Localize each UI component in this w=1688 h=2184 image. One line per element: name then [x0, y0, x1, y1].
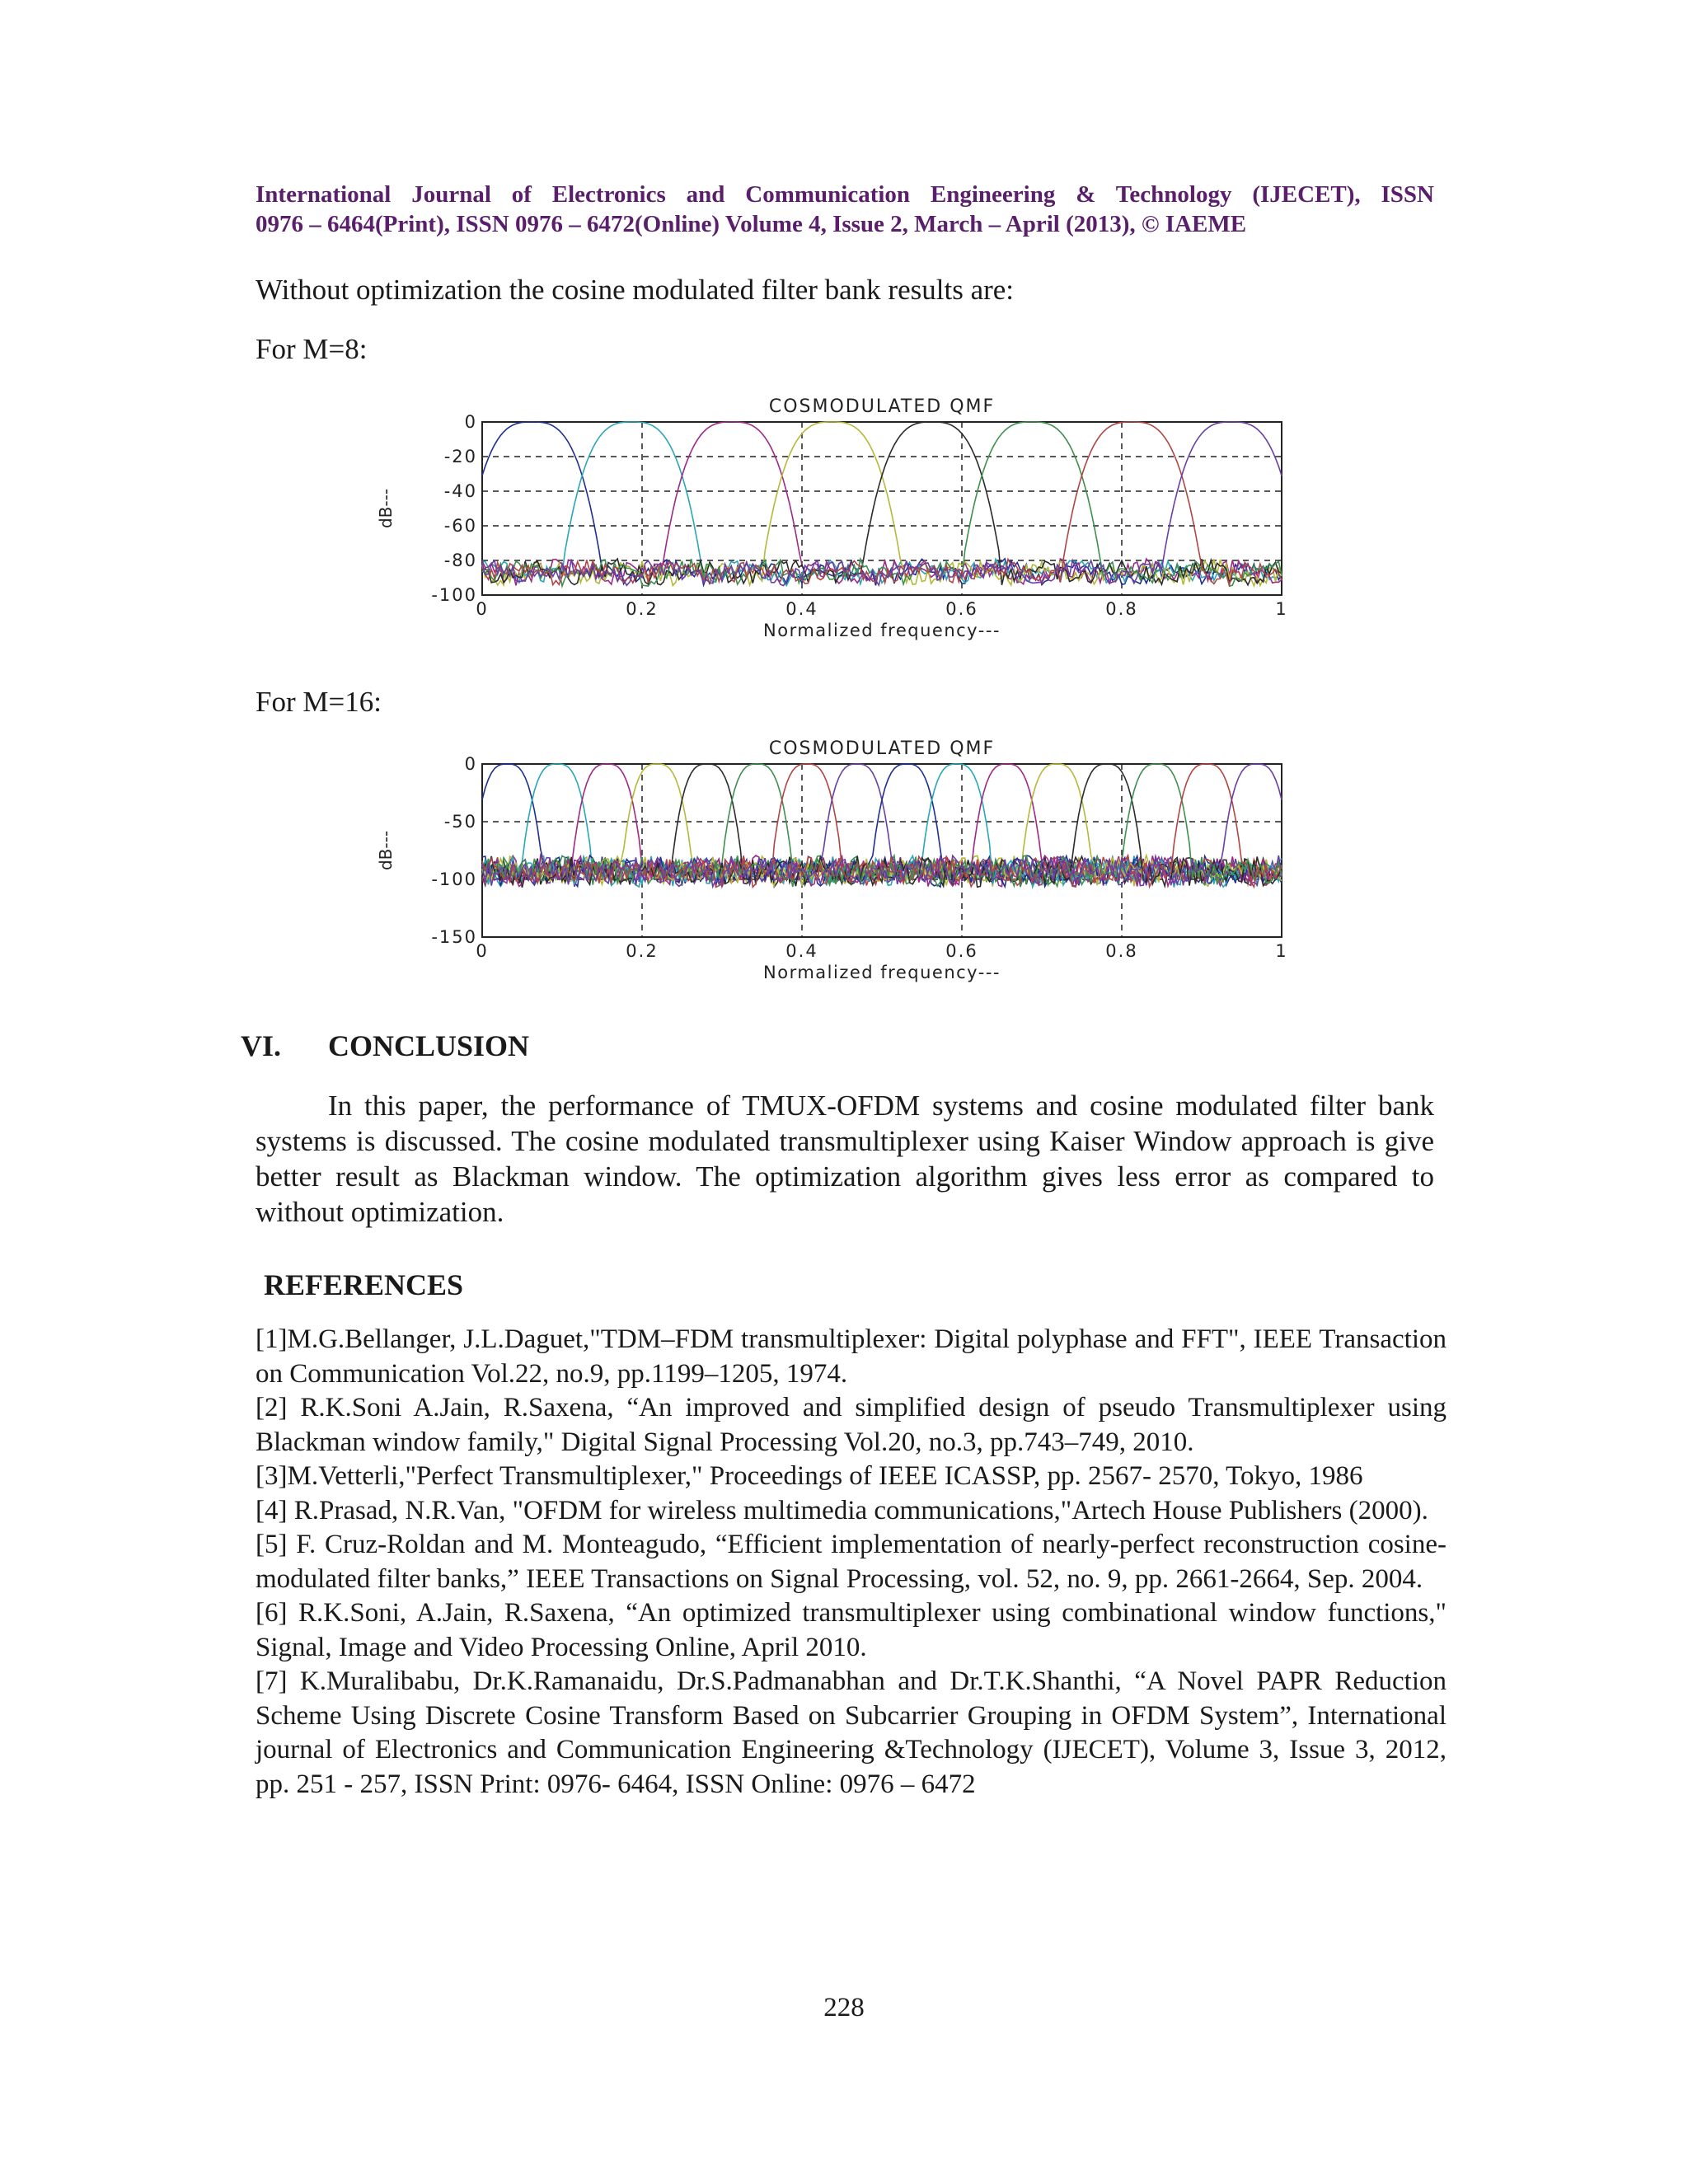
journal-header-line-2: 0976 – 6464(Print), ISSN 0976 – 6472(Online) Volume 4, Issue 2, March – April (2013), © IAEME [256, 211, 1247, 237]
x-axis-label: Normalized frequency--- [763, 963, 1001, 982]
y-tick-label: -20 [443, 447, 477, 466]
x-tick-label: 1 [1275, 599, 1288, 619]
references-list [256, 1323, 1447, 1802]
section-number: VI. [241, 1029, 282, 1062]
section-title: CONCLUSION [328, 1029, 530, 1062]
x-tick-label: 0.2 [626, 941, 659, 961]
x-tick-label: 0 [476, 599, 489, 619]
x-tick-label: 1 [1275, 941, 1288, 961]
chart-title: COSMODULATED QMF [768, 396, 996, 417]
x-tick-label: 0 [476, 941, 489, 961]
plot-frame [482, 764, 1282, 937]
y-tick-label: 0 [464, 412, 477, 432]
conclusion-heading [241, 1029, 529, 1063]
references-heading: REFERENCES [264, 1268, 464, 1301]
chart-m16-svg [363, 729, 1311, 1001]
y-tick-label: -100 [431, 585, 477, 605]
x-tick-label: 0.6 [945, 941, 978, 961]
reference-item: [6] R.K.Soni, A.Jain, R.Saxena, “An optimized transmultiplexer using combinational window functions," Signal, Image and Video Processing Online, April 2010. [256, 1598, 1447, 1662]
reference-item: [3]M.Vetterli,"Perfect Transmultiplexer," Proceedings of IEEE ICASSP, pp. 2567- 2570, Tokyo, 1986 [256, 1461, 1363, 1491]
x-axis-label: Normalized frequency--- [763, 621, 1001, 640]
x-tick-label: 0.4 [785, 599, 818, 619]
x-tick-label: 0.2 [626, 599, 659, 619]
y-tick-label: -100 [431, 869, 477, 889]
y-tick-label: -80 [443, 551, 477, 570]
y-tick-label: -60 [443, 516, 477, 536]
reference-item: [1]M.G.Bellanger, J.L.Daguet,"TDM–FDM transmultiplexer: Digital polyphase and FFT", IEEE Transaction on Communication Vol.22, no.9, pp.1199–1205, 1974. [256, 1324, 1447, 1389]
reference-item: [4] R.Prasad, N.R.Van, "OFDM for wireless multimedia communications,"Artech House Publishers (2000). [256, 1495, 1428, 1526]
page-number: 228 [823, 1993, 865, 2022]
x-tick-label: 0.8 [1105, 599, 1138, 619]
y-tick-label: -50 [443, 812, 477, 832]
chart-title: COSMODULATED QMF [768, 738, 996, 759]
chart-m8 [363, 387, 1311, 663]
reference-item: [5] F. Cruz-Roldan and M. Monteagudo, “Efficient implementation of nearly-perfect reconstruction cosine-modulated filter banks,” IEEE Transactions on Signal Processing, vol. 52, no. 9, pp. 2661-2664, Sep. 2004. [256, 1530, 1447, 1594]
chart-m8-svg [363, 387, 1311, 659]
y-tick-label: -40 [443, 481, 477, 501]
label-m16: For M=16: [256, 686, 382, 718]
chart-m16 [363, 729, 1311, 1005]
intro-text: Without optimization the cosine modulated filter bank results are: [256, 274, 1015, 306]
x-tick-label: 0.8 [1105, 941, 1138, 961]
x-tick-label: 0.4 [785, 941, 818, 961]
reference-item: [2] R.K.Soni A.Jain, R.Saxena, “An improved and simplified design of pseudo Transmultiplexer using Blackman window family," Digital Signal Processing Vol.20, no.3, pp.743–749, 2010. [256, 1393, 1447, 1457]
conclusion-text: In this paper, the performance of TMUX-OFDM systems and cosine modulated filter bank systems is discussed. The cosine modulated transmultiplexer using Kaiser Window approach is give better result as Blackman window. The optimization algorithm gives less error as compared to without optimization. [256, 1090, 1434, 1228]
y-axis-label: dB--- [376, 830, 396, 871]
label-m8: For M=8: [256, 333, 368, 365]
y-axis-label: dB--- [376, 488, 396, 529]
y-tick-label: 0 [464, 754, 477, 774]
reference-item: [7] K.Muralibabu, Dr.K.Ramanaidu, Dr.S.Padmanabhan and Dr.T.K.Shanthi, “A Novel PAPR Reduction Scheme Using Discrete Cosine Transform Based on Subcarrier Grouping in OFDM System”, International journal of Electronics and Communication Engineering &Technology (IJECET), Volume 3, Issue 3, 2012, pp. 251 - 257, ISSN Print: 0976- 6464, ISSN Online: 0976 – 6472 [256, 1666, 1447, 1799]
y-tick-label: -150 [431, 927, 477, 947]
journal-header [256, 180, 1434, 239]
journal-header-line-1: International Journal of Electronics and Communication Engineering & Technology (IJECET), ISSN [256, 181, 1434, 208]
x-tick-label: 0.6 [945, 599, 978, 619]
